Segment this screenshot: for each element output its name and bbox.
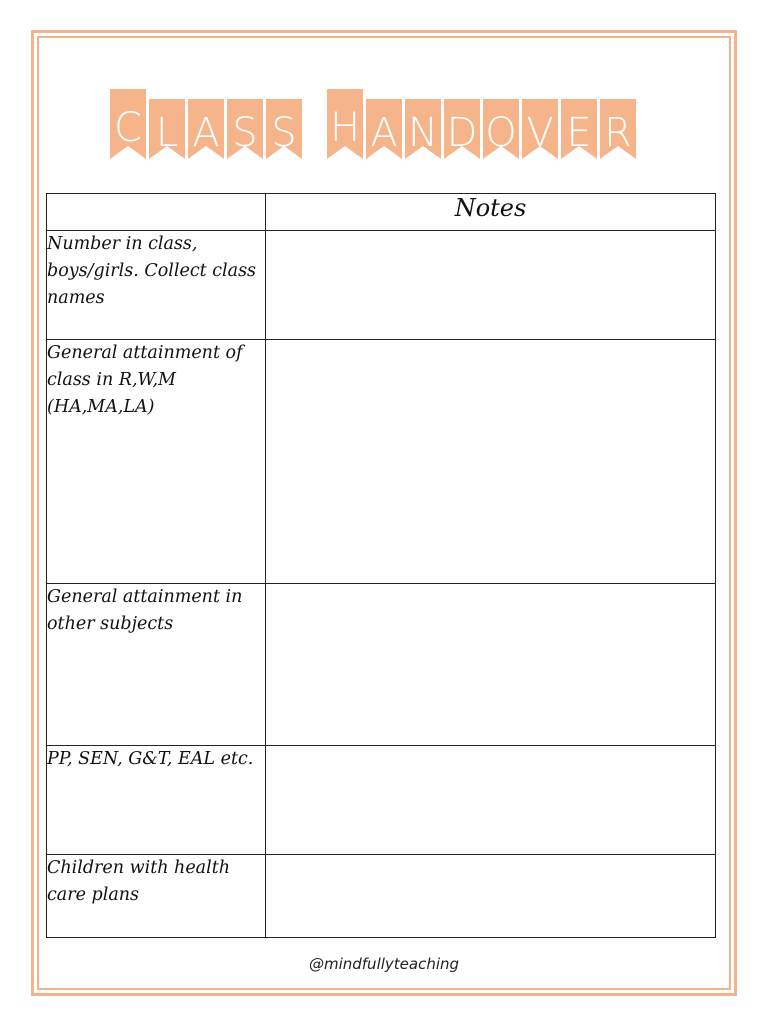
title-flag (600, 99, 636, 159)
table-row (47, 340, 716, 584)
row-label-class-numbers: Number in class, boys/girls. Collect class names (47, 231, 266, 340)
row-label-pp-sen: PP, SEN, G&T, EAL etc. (47, 746, 266, 855)
title-flag (188, 99, 224, 159)
notes-header: Notes (266, 194, 716, 231)
title-letter: D (446, 110, 478, 156)
title-letter: S (232, 110, 258, 156)
title-letter: R (604, 110, 632, 156)
title-letter: L (155, 110, 179, 156)
title-flag (110, 89, 146, 159)
table-header-row (47, 194, 716, 231)
title-flag (327, 89, 363, 159)
notes-cell[interactable] (266, 340, 716, 584)
title-flag (561, 99, 597, 159)
table-row (47, 746, 716, 855)
row-label-core-attainment: General attainment of class in R,W,M (HA,MA,LA) (47, 340, 266, 584)
header-blank-cell (47, 194, 266, 231)
title-letter: O (485, 110, 517, 156)
title-letter: E (566, 110, 592, 156)
title-flag (366, 99, 402, 159)
title-letter: V (526, 110, 554, 156)
title-banner (110, 89, 658, 172)
footer-handle: @mindfullyteaching (308, 955, 460, 973)
title-flag (444, 99, 480, 159)
table-row (47, 231, 716, 340)
title-flag (483, 99, 519, 159)
notes-cell[interactable] (266, 231, 716, 340)
title-flag (227, 99, 263, 159)
table-row (47, 584, 716, 746)
notes-cell[interactable] (266, 855, 716, 938)
title-flag (149, 99, 185, 159)
title-flag (405, 99, 441, 159)
title-letter: S (271, 110, 297, 156)
row-label-other-attainment: General attainment in other subjects (47, 584, 266, 746)
bunting-flags (110, 89, 658, 172)
title-flag (522, 99, 558, 159)
row-label-health-care: Children with health care plans (47, 855, 266, 938)
table-row (47, 855, 716, 938)
title-letter: A (192, 110, 220, 156)
notes-cell[interactable] (266, 584, 716, 746)
notes-cell[interactable] (266, 746, 716, 855)
title-letter: C (114, 105, 142, 151)
title-letter: H (329, 105, 361, 151)
handover-table (46, 193, 716, 938)
title-flag (266, 99, 302, 159)
title-letter: N (408, 110, 438, 156)
title-letter: A (370, 110, 398, 156)
